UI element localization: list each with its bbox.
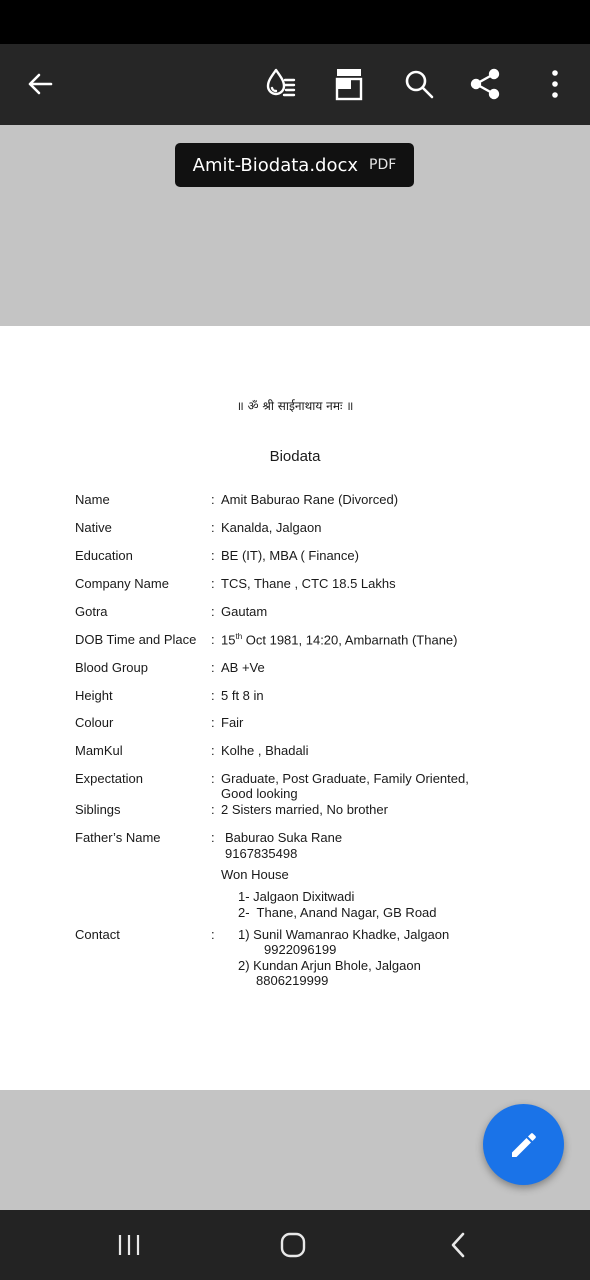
file-name-chip: [175, 143, 414, 187]
field-label-gotra: Gotra: [75, 604, 108, 619]
system-navigation-bar: [0, 1210, 590, 1280]
field-value-blood-group: AB +Ve: [221, 660, 265, 675]
edit-pencil-icon: [507, 1128, 541, 1162]
file-type: PDF: [369, 157, 397, 173]
liquid-mode-button[interactable]: [261, 64, 301, 104]
search-icon: [402, 67, 436, 101]
more-vertical-icon: [550, 69, 560, 99]
field-label-height: Height: [75, 688, 113, 703]
field-colon: :: [211, 632, 215, 647]
field-label-father: Father’s Name: [75, 830, 161, 845]
field-colon: :: [211, 660, 215, 675]
document-title: Biodata: [269, 448, 321, 465]
field-value-dob: [221, 632, 458, 647]
page-layout-button[interactable]: [329, 64, 369, 104]
field-colon: :: [211, 743, 215, 758]
field-colon: :: [211, 715, 215, 730]
document-page: [0, 326, 590, 1090]
house-item: 1- Jalgaon Dixitwadi: [238, 889, 355, 904]
field-value-education: BE (IT), MBA ( Finance): [221, 548, 359, 563]
field-label-expectation: Expectation: [75, 771, 143, 786]
contact-name: 1) Sunil Wamanrao Khadke, Jalgaon: [238, 927, 450, 942]
dob-day-suffix: th: [235, 632, 243, 641]
field-label-dob: DOB Time and Place: [75, 632, 197, 647]
field-value-siblings: 2 Sisters married, No brother: [221, 802, 388, 817]
invocation-text: ॥ ॐ श्री साईनाथाय नमः ॥: [236, 399, 354, 413]
field-value-father-phone: 9167835498: [225, 846, 298, 861]
share-icon: [468, 67, 502, 101]
field-value-expectation-line2: Good looking: [221, 786, 298, 801]
contact-name: 2) Kundan Arjun Bhole, Jalgaon: [238, 958, 421, 973]
edit-fab-button[interactable]: [483, 1104, 564, 1185]
field-value-company: TCS, Thane , CTC 18.5 Lakhs: [221, 576, 396, 591]
system-back-button[interactable]: [434, 1225, 484, 1265]
share-button[interactable]: [465, 64, 505, 104]
field-label-mamkul: MamKul: [75, 743, 123, 758]
field-colon: :: [211, 520, 215, 535]
field-label-education: Education: [75, 548, 133, 563]
page-layout-icon: [334, 67, 364, 101]
contact-phone: 8806219999: [256, 973, 329, 988]
field-value-native: Kanalda, Jalgaon: [221, 520, 322, 535]
field-colon: :: [211, 927, 215, 942]
field-label-name: Name: [75, 492, 110, 507]
field-label-siblings: Siblings: [75, 802, 121, 817]
recent-apps-button[interactable]: [104, 1225, 154, 1265]
field-colon: :: [211, 576, 215, 591]
contact-phone: 9922096199: [264, 942, 337, 957]
back-chevron-icon: [447, 1231, 471, 1259]
recent-apps-icon: [116, 1232, 142, 1258]
field-label-native: Native: [75, 520, 112, 535]
app-toolbar: [0, 44, 590, 125]
field-colon: :: [211, 771, 215, 786]
field-value-mamkul: Kolhe , Bhadali: [221, 743, 309, 758]
dob-day: 15: [221, 632, 236, 648]
field-value-father-name: Baburao Suka Rane: [225, 830, 343, 845]
field-colon: :: [211, 604, 215, 619]
field-colon: :: [211, 688, 215, 703]
field-label-colour: Colour: [75, 715, 114, 730]
dob-rest: Oct 1981, 14:20, Ambarnath (Thane): [242, 632, 458, 648]
field-colon: :: [211, 548, 215, 563]
house-item: 2- Thane, Anand Nagar, GB Road: [238, 905, 437, 920]
more-options-button[interactable]: [535, 64, 575, 104]
back-button[interactable]: [20, 64, 60, 104]
field-colon: :: [211, 802, 215, 817]
home-button[interactable]: [268, 1225, 318, 1265]
search-button[interactable]: [399, 64, 439, 104]
field-value-name: Amit Baburao Rane (Divorced): [221, 492, 399, 507]
field-colon: :: [211, 830, 215, 845]
back-arrow-icon: [24, 68, 56, 100]
house-label: Won House: [221, 867, 289, 882]
field-value-height: 5 ft 8 in: [221, 688, 264, 703]
status-bar: [0, 0, 590, 44]
liquid-mode-icon: [263, 66, 299, 102]
field-label-company: Company Name: [75, 576, 169, 591]
field-value-expectation-line1: Graduate, Post Graduate, Family Oriented,: [221, 771, 469, 786]
field-value-colour: Fair: [221, 715, 244, 730]
home-icon: [279, 1231, 307, 1259]
field-colon: :: [211, 492, 215, 507]
field-value-gotra: Gautam: [221, 604, 268, 619]
field-label-blood-group: Blood Group: [75, 660, 148, 675]
file-name: Amit-Biodata.docx: [192, 154, 359, 176]
field-label-contact: Contact: [75, 927, 120, 942]
